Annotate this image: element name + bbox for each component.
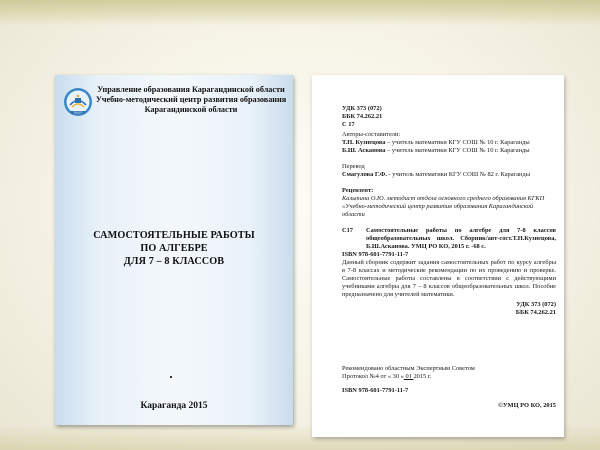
isbn-bottom: ISBN 978-601-7791-11-7 xyxy=(342,387,409,394)
cover-header-line2: Учебно-методический центр развития образования xyxy=(95,95,287,104)
cover-title-line1: САМОСТОЯТЕЛЬНЫЕ РАБОТЫ xyxy=(93,230,255,241)
abstract-text: Данный сборник содержит задания самостоятельных работ по курсу алгебры в 7-8 классах и методические рекомендации по их проведению и проверке. Самостоятельные работы составлены в соответствии с действующими учебниками алгебры для 7 – 8 классов общеобразовательных школ. Пособие предназначено для учителей математики. xyxy=(342,259,556,298)
cover-header-line1: Управление образования Карагандинской области xyxy=(97,85,285,94)
emblem-logo-icon xyxy=(63,87,93,117)
book-cover xyxy=(55,75,293,425)
cover-title-line3: ДЛЯ 7 – 8 КЛАССОВ xyxy=(123,256,225,267)
cover-title xyxy=(59,229,289,268)
citation-row xyxy=(342,227,556,251)
logo-caption: УМЦ РО xyxy=(73,111,83,115)
author-name: Б.Ш. Асканова xyxy=(342,147,386,154)
author-row xyxy=(342,147,556,155)
translation-block xyxy=(342,163,556,179)
imprint-page xyxy=(312,75,564,437)
authors-label: Авторы-составители: xyxy=(342,131,401,138)
imprint-classification-top xyxy=(342,105,556,129)
author-row xyxy=(342,139,556,147)
cover-header-line3: Карагандинской области xyxy=(144,105,238,114)
cover-title-line2: ПО АЛГЕБРЕ xyxy=(140,243,208,254)
bbk-code: ББК 74.262.21 xyxy=(342,113,383,120)
protocol-month: 01 xyxy=(403,373,414,380)
bbk-code-bottom: ББК 74.262.21 xyxy=(515,309,556,316)
translation-label: Перевод xyxy=(342,163,365,170)
author-role: – учитель математики КГУ СОШ № 10 г. Караганды xyxy=(385,147,530,154)
citation-text: Самостоятельные работы по алгебре для 7-8 классов общеобразовательных школ. Сборник/авт-сост.Т.Н.Кузнецова, Б.Ш.Асканова. УМЦ РО КО, 2015 г. -68 с. xyxy=(366,227,556,250)
cover-dot xyxy=(170,376,172,378)
cover-city-year: Караганда 2015 xyxy=(140,401,208,411)
author-role: – учитель математики КГУ СОШ № 10 г. Караганды xyxy=(385,139,530,146)
copyright-text: ©УМЦ РО КО, 2015 xyxy=(498,402,556,409)
imprint-classification-bottom xyxy=(342,301,556,317)
protocol-prefix: Протокол №4 от « 30 » xyxy=(342,373,404,380)
reviewer-label: Рецензент: xyxy=(342,187,374,194)
reviewer-block xyxy=(342,187,556,219)
translator-role: - учитель математики КГУ СОШ № 82 г. Караганды xyxy=(386,171,530,178)
cover-header xyxy=(93,85,289,115)
authors-block xyxy=(342,131,556,155)
udk-code-bottom: УДК 373 (072) xyxy=(516,301,556,308)
udk-code: УДК 373 (072) xyxy=(342,105,382,112)
citation-code: С17 xyxy=(342,227,354,234)
approval-block xyxy=(342,365,556,381)
author-name: Т.Н. Кузнецова xyxy=(342,139,386,146)
protocol-year: 2015 г. xyxy=(413,373,432,380)
translator-name: Смагулова Г.Ф. xyxy=(342,171,387,178)
translator-row xyxy=(342,171,556,179)
citation-block xyxy=(342,227,556,299)
reviewer-text: Кальтина О.Ю. методист отдела основного среднего образования КГКП «Учебно-методический центр развития образования Карагандинской области xyxy=(342,195,545,218)
protocol-row xyxy=(342,373,556,381)
book-code: С 17 xyxy=(342,121,355,128)
isbn-mid: ISBN 978-601-7791-11-7 xyxy=(342,251,409,258)
recommended-text: Рекомендовано областным Экспертным Советом xyxy=(342,365,475,372)
